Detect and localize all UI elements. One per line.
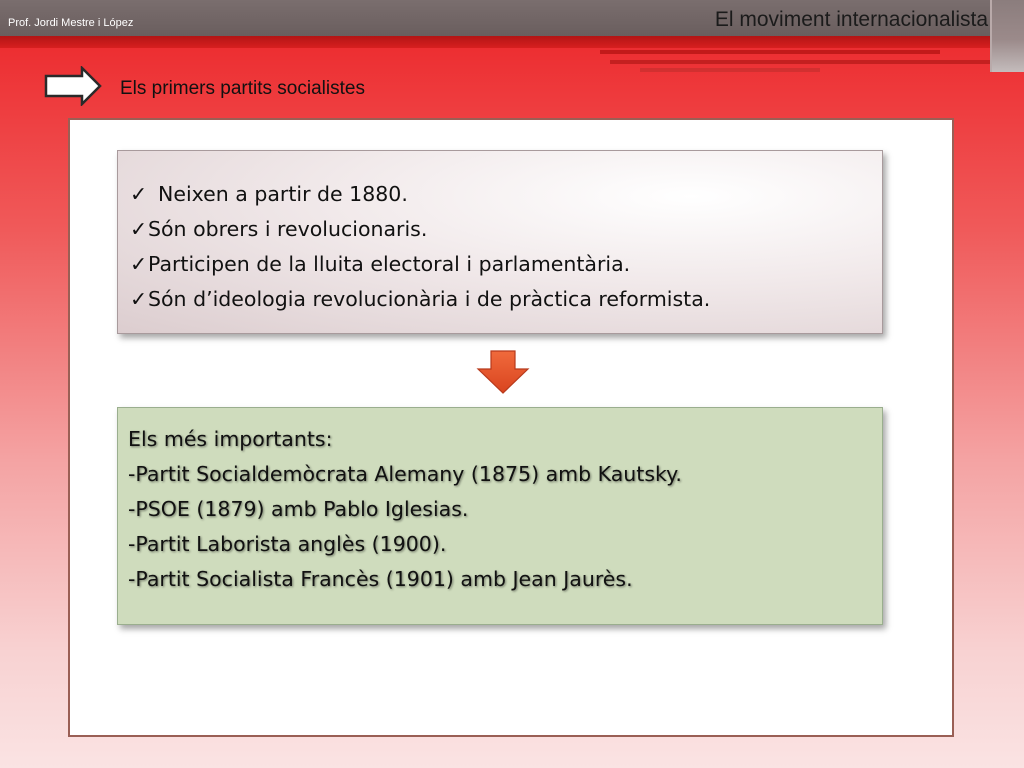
- list-item-text: Participen de la lluita electoral i parlamentària.: [148, 252, 631, 276]
- header-shadow: [0, 36, 1024, 48]
- decor-stripe: [600, 50, 940, 54]
- characteristics-box: [117, 150, 883, 334]
- list-item: [130, 212, 882, 247]
- check-icon: ✓: [130, 182, 148, 206]
- list-item: [130, 282, 882, 317]
- header-right-block: [990, 0, 1024, 72]
- list-item: -Partit Laborista anglès (1900).: [128, 532, 447, 556]
- list-item-text: Neixen a partir de 1880.: [158, 182, 408, 206]
- slide-title: El moviment internacionalista: [714, 8, 988, 31]
- check-icon: ✓: [130, 287, 148, 311]
- decor-stripe: [640, 68, 820, 72]
- list-item: [130, 177, 882, 212]
- author-label: Prof. Jordi Mestre i López: [8, 17, 134, 29]
- list-item: -Partit Socialista Francès (1901) amb Jean Jaurès.: [128, 567, 633, 591]
- list-item-text: Són obrers i revolucionaris.: [148, 217, 428, 241]
- down-arrow-icon: [476, 349, 530, 395]
- list-item: -PSOE (1879) amb Pablo Iglesias.: [128, 497, 469, 521]
- decor-stripe: [610, 60, 990, 64]
- list-item-text: Són d’ideologia revolucionària i de pràctica reformista.: [148, 287, 711, 311]
- check-icon: ✓: [130, 217, 148, 241]
- important-parties-box: [117, 407, 883, 625]
- list-item: [130, 247, 882, 282]
- right-arrow-icon: [44, 66, 102, 106]
- check-icon: ✓: [130, 252, 148, 276]
- important-heading: Els més importants:: [128, 427, 333, 451]
- section-heading: Els primers partits socialistes: [120, 78, 365, 99]
- list-item: -Partit Socialdemòcrata Alemany (1875) amb Kautsky.: [128, 462, 682, 486]
